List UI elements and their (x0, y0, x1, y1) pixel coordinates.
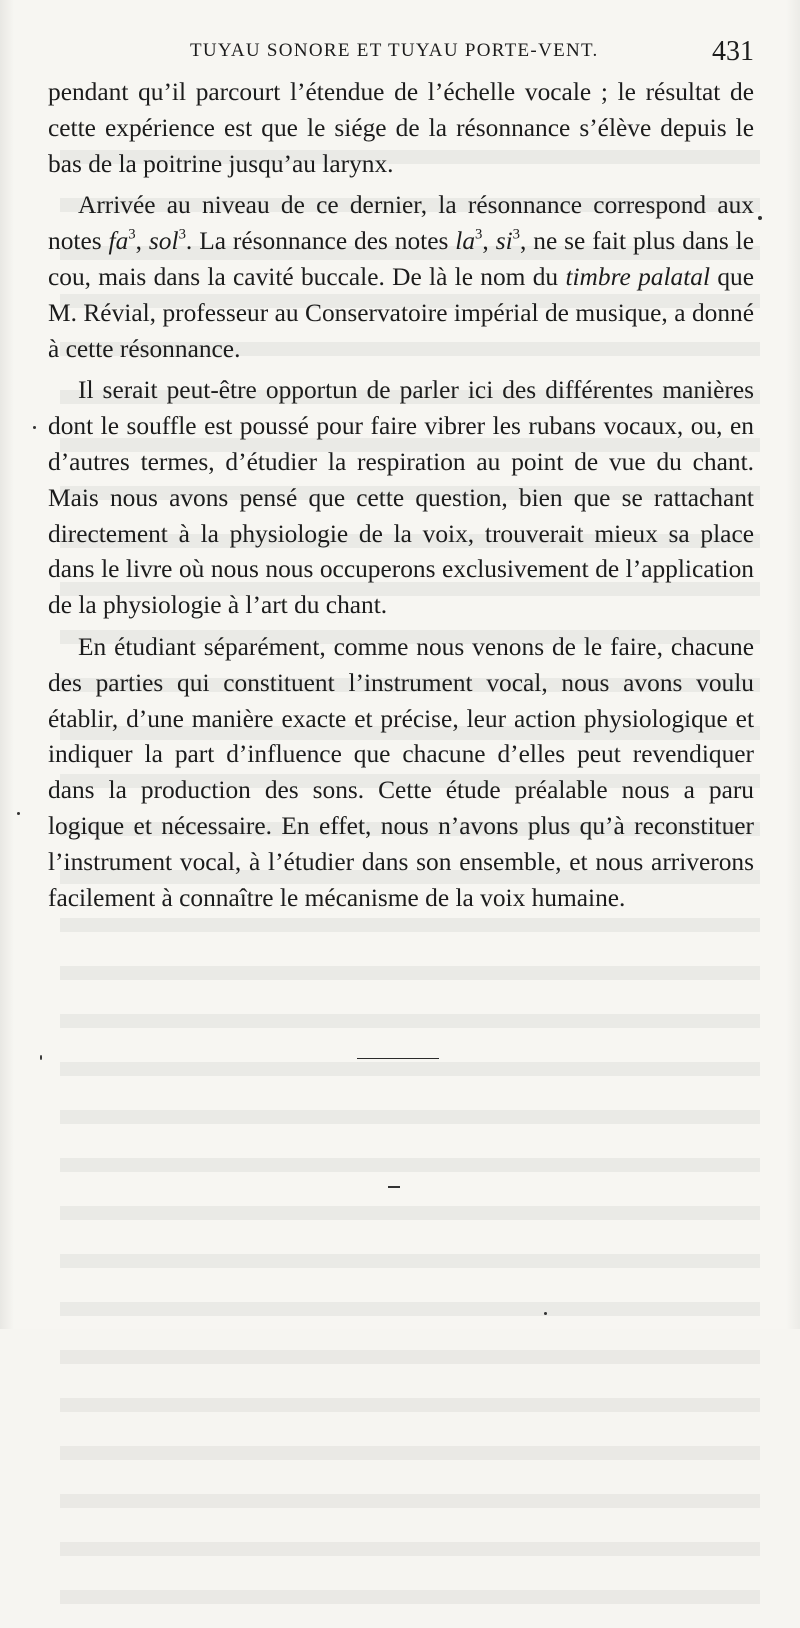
section-end-rule (357, 1058, 439, 1059)
paragraph-4 (48, 630, 754, 916)
ink-speck (758, 216, 762, 220)
text-run: En étudiant séparément, comme nous venons de le faire, chacune des parties qui constituent l’instrument vocal, nous avons voulu établir, d’une manière exacte et précise, leur action physiologique et indiquer la part d’influence que chacune d’elles peut revendiquer dans la production des sons. Cette étude préalable nous a paru logique et nécessaire. En effet, nous n’avons plus qu’à reconstituer l’instrument vocal, à l’étudier dans son ensemble, et nous arriverons facilement à connaître le mécanisme de la voix humaine. (48, 632, 754, 912)
text-run: , ne se fait plus dans le cou, mais dans la cavité buccale. De là le nom du (48, 227, 755, 291)
body-text (48, 75, 754, 916)
running-head: TUYAU SONORE ET TUYAU PORTE-VENT. (190, 40, 599, 61)
superscript-octave: 3 (128, 226, 136, 243)
italic-text: sol (148, 227, 179, 256)
page-number: 431 (712, 36, 754, 67)
paragraph-3 (48, 373, 754, 624)
text-run: que M. Révial, professeur au Conservatoire impérial de musique, a donné à cette résonnance. (48, 262, 755, 363)
page-header (48, 36, 754, 68)
text-run: Arrivée au niveau de ce dernier, la résonnance correspond aux notes (48, 191, 754, 256)
ink-speck (40, 1055, 42, 1060)
footer-dash-mark (388, 1186, 400, 1188)
italic-text: si (495, 227, 513, 256)
text-run: Il serait peut-être opportun de parler ici des différentes manières dont le souffle est poussé pour faire vibrer les rubans vocaux, ou, en d’autres termes, d’étudier la respiration au point de vue du chant. Mais nous avons pensé que cette question, bien que se rattachant directement à la physiologie de la voix, trouverait mieux sa place dans le livre où nous nous occuperons exclusivement de l’application de la physiologie à l’art du chant. (48, 376, 754, 620)
italic-text: la (455, 227, 476, 256)
superscript-octave: 3 (512, 226, 520, 243)
ink-speck (544, 1312, 547, 1315)
text-run: , (135, 227, 149, 256)
paragraph-2 (48, 188, 754, 367)
text-run: , (482, 227, 496, 256)
superscript-octave: 3 (178, 226, 186, 243)
ink-speck (33, 426, 36, 429)
text-run: . La résonnance des notes (185, 227, 456, 256)
ink-speck (17, 812, 20, 815)
italic-text: timbre palatal (565, 262, 711, 291)
superscript-octave: 3 (475, 226, 483, 243)
italic-text: fa (108, 227, 129, 256)
paragraph-1 (48, 75, 754, 182)
text-run: pendant qu’il parcourt l’étendue de l’échelle vocale ; le résultat de cette expérience est que le siége de la résonnance s’élève depuis le bas de la poitrine jusqu’au larynx. (48, 78, 754, 178)
